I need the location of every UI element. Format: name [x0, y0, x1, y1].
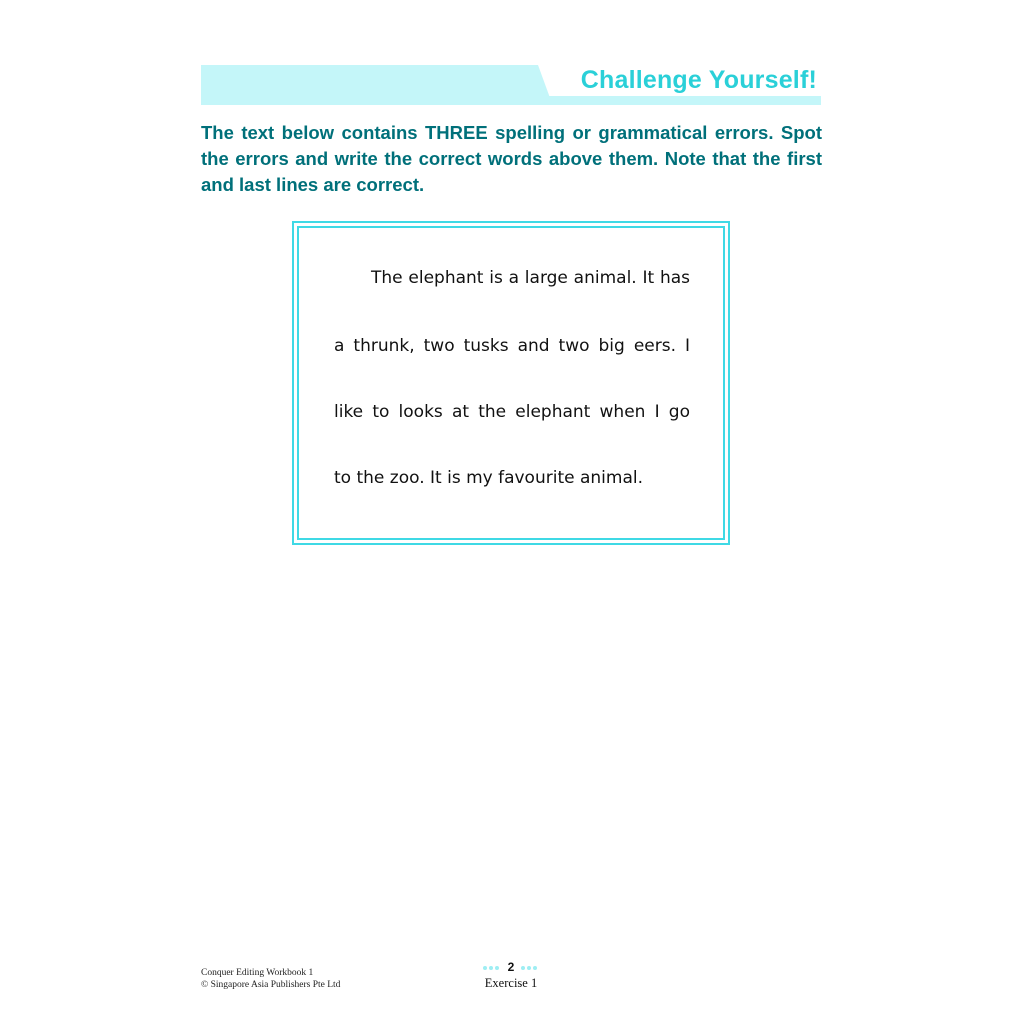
banner-title: Challenge Yourself! — [580, 66, 817, 94]
passage-line-3: like to looks at the elephant when I go — [334, 402, 690, 422]
decorative-dots-right-icon — [521, 965, 539, 971]
section-banner — [201, 65, 821, 105]
footer-credits — [201, 967, 340, 991]
passage-line-4: to the zoo. It is my favourite animal. — [334, 468, 643, 488]
instructions-text: The text below contains THREE spelling or grammatical errors. Spot the errors and write the correct words above them. Note that the first and last lines are correct. — [201, 122, 822, 195]
passage-line-1: The elephant is a large animal. It has — [371, 268, 690, 288]
passage-line-2: a thrunk, two tusks and two big eers. I — [334, 336, 690, 356]
book-title: Conquer Editing Workbook 1 — [201, 968, 314, 978]
exercise-label: Exercise 1 — [484, 976, 538, 990]
page-number-mark — [481, 960, 541, 976]
copyright-notice: © Singapore Asia Publishers Pte Ltd — [201, 980, 341, 990]
page-number: 2 — [507, 960, 515, 974]
